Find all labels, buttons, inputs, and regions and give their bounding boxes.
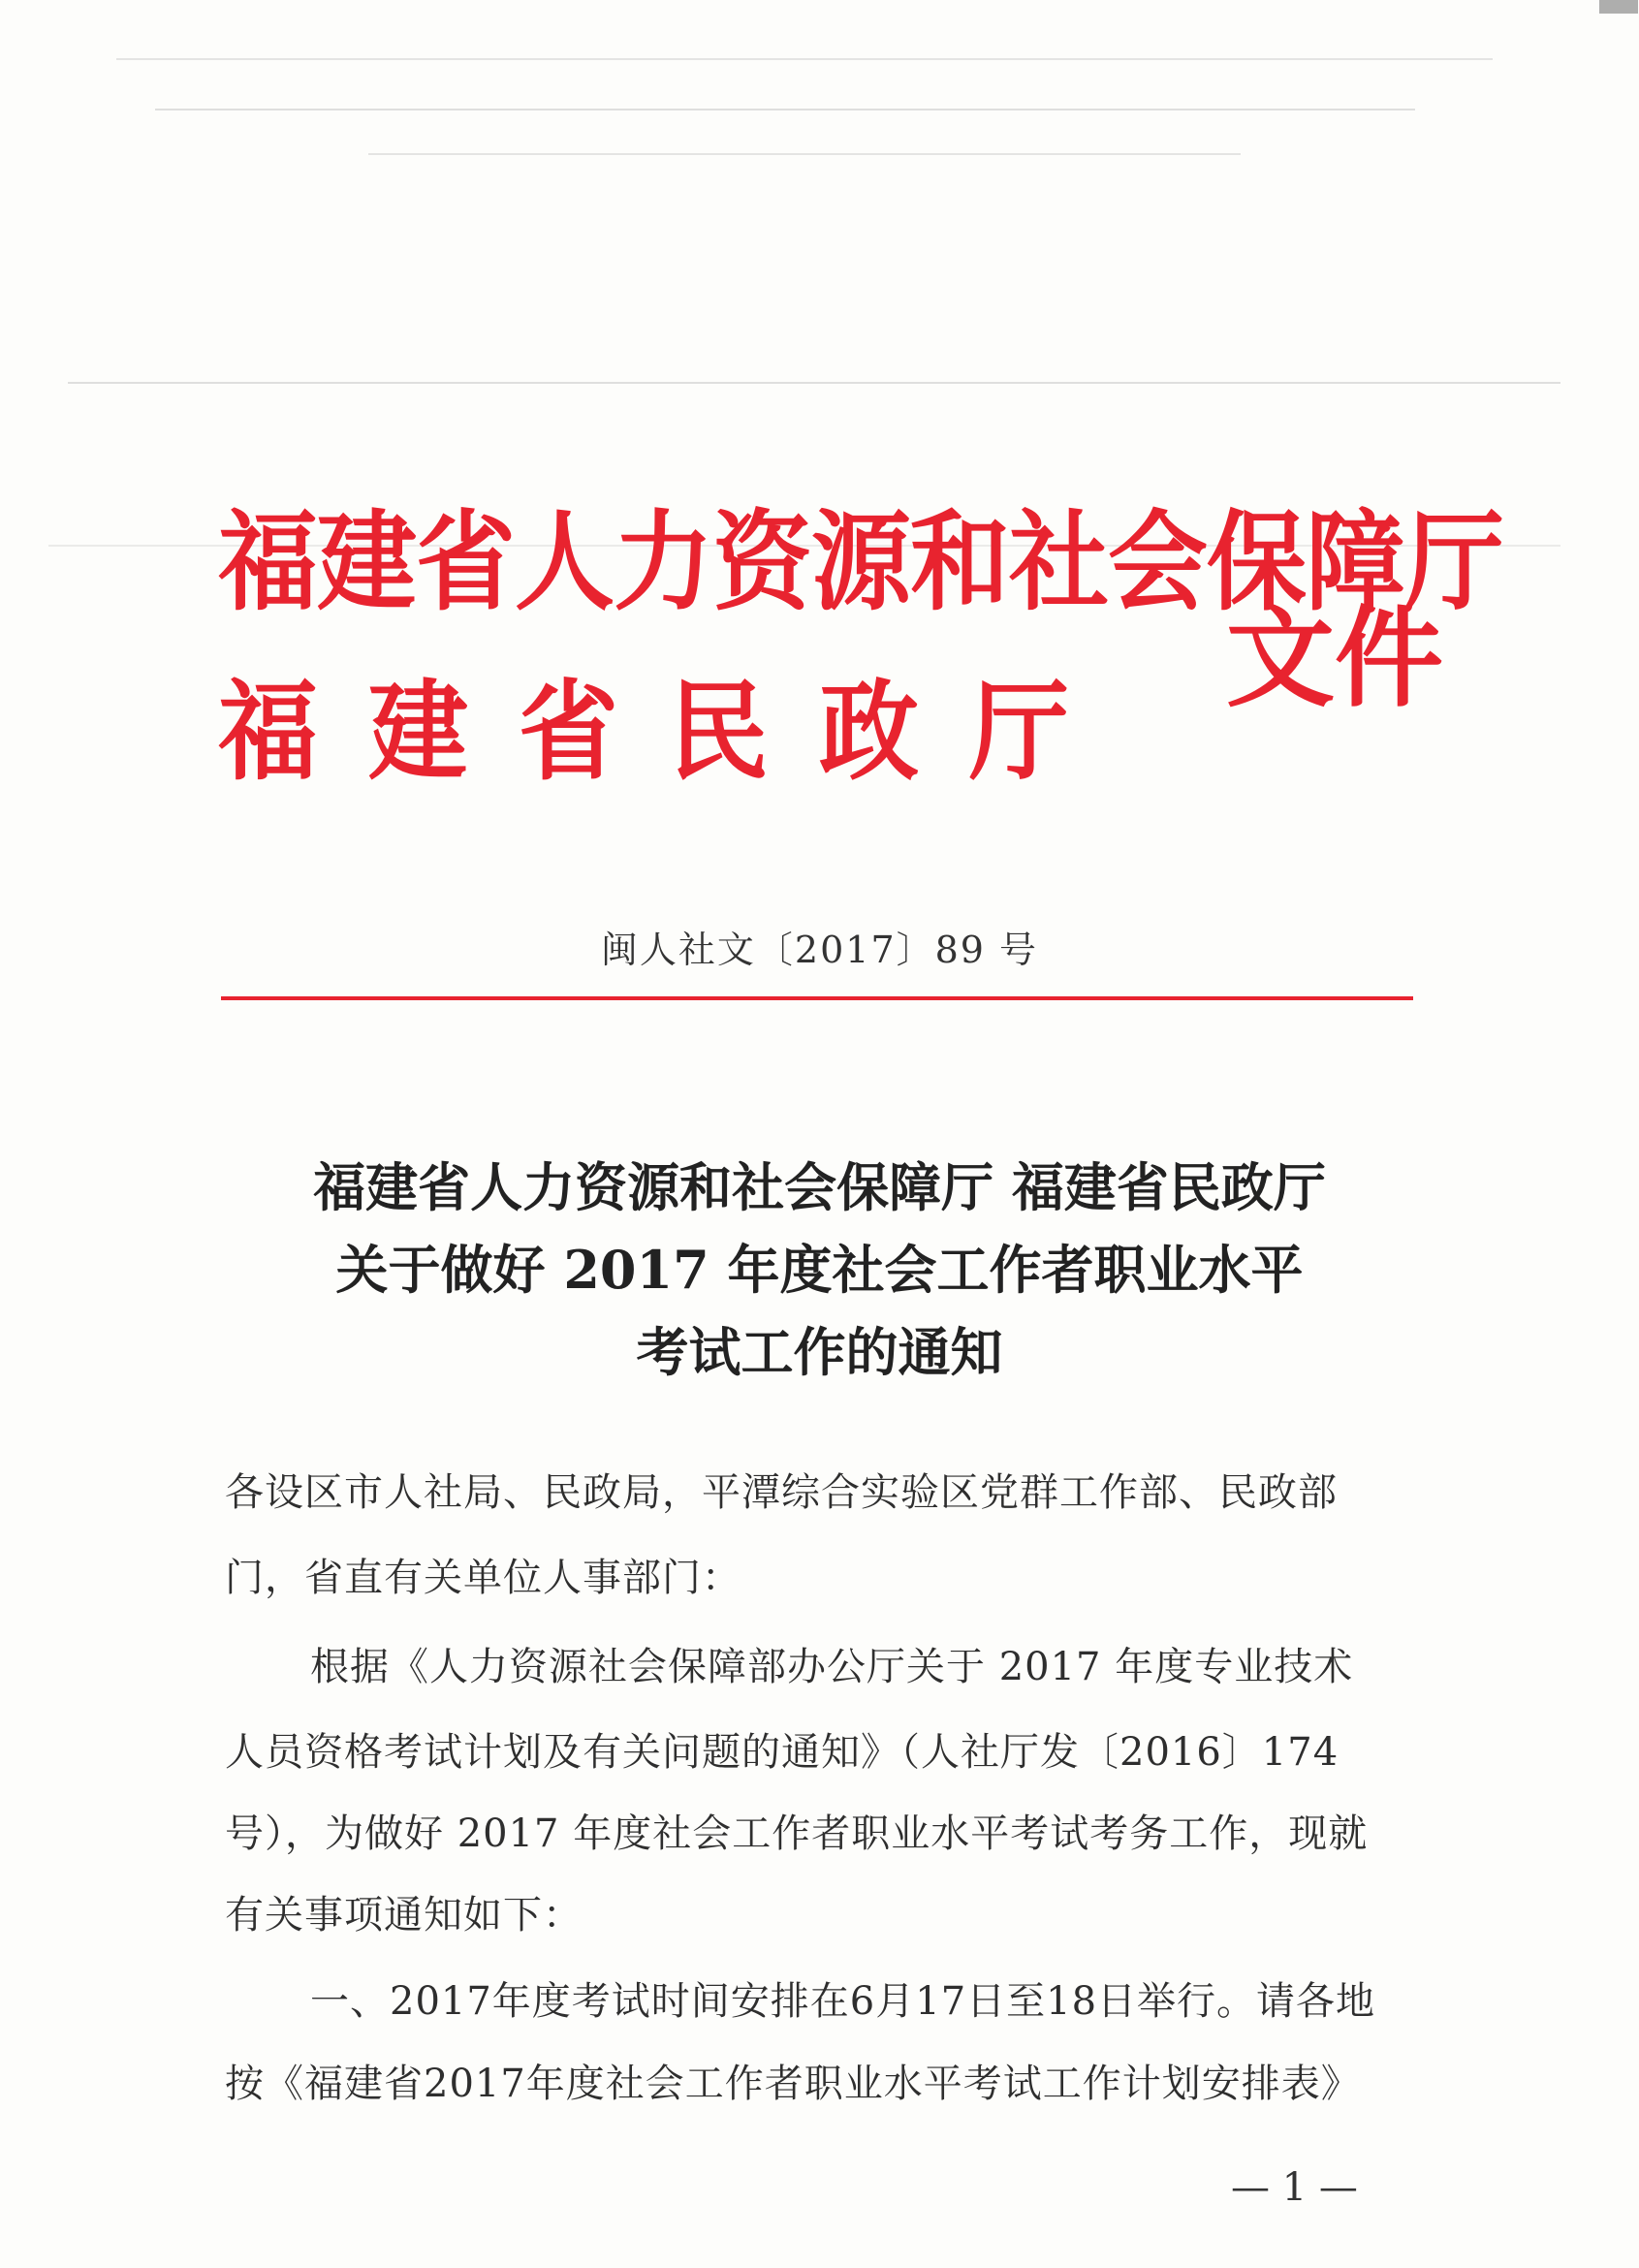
document-title-line-2: 关于做好 2017 年度社会工作者职业水平	[335, 1239, 1304, 1301]
issuer-name-hrss: 福建省人力资源和社会保障厅	[218, 498, 1503, 626]
body-paragraph-line: 号），为做好 2017 年度社会工作者职业水平考试考务工作，现就	[225, 1811, 1369, 1856]
addressee-line-1: 各设区市人社局、民政局，平潭综合实验区党群工作部、民政部	[225, 1470, 1338, 1515]
issuer-name-civil-affairs: 福建省民政厅	[218, 668, 1119, 796]
body-paragraph-line: 根据《人力资源社会保障部办公厅关于 2017 年度专业技术	[310, 1645, 1354, 1689]
body-paragraph-line: 按《福建省2017年度社会工作者职业水平考试工作计划安排表》	[225, 2062, 1361, 2106]
scan-mark	[368, 153, 1241, 155]
scan-mark	[68, 382, 1560, 384]
document-title-line-3: 考试工作的通知	[636, 1321, 1003, 1383]
letterhead-divider	[221, 996, 1413, 1000]
document-number: 闽人社文〔2017〕89 号	[600, 929, 1039, 971]
body-paragraph-line: 一、2017年度考试时间安排在6月17日至18日举行。请各地	[310, 1979, 1376, 2024]
scan-mark	[116, 58, 1493, 60]
body-paragraph-line: 人员资格考试计划及有关问题的通知》（人社厅发〔2016〕174	[225, 1730, 1340, 1775]
page-number: — 1 —	[1231, 2165, 1358, 2210]
scan-mark	[155, 109, 1415, 110]
document-title-line-1: 福建省人力资源和社会保障厅 福建省民政厅	[313, 1156, 1326, 1218]
scan-mark	[1599, 0, 1638, 14]
file-label: 文件	[1226, 595, 1443, 722]
addressee-line-2: 门，省直有关单位人事部门：	[225, 1556, 741, 1600]
body-paragraph-line: 有关事项通知如下：	[225, 1893, 583, 1937]
